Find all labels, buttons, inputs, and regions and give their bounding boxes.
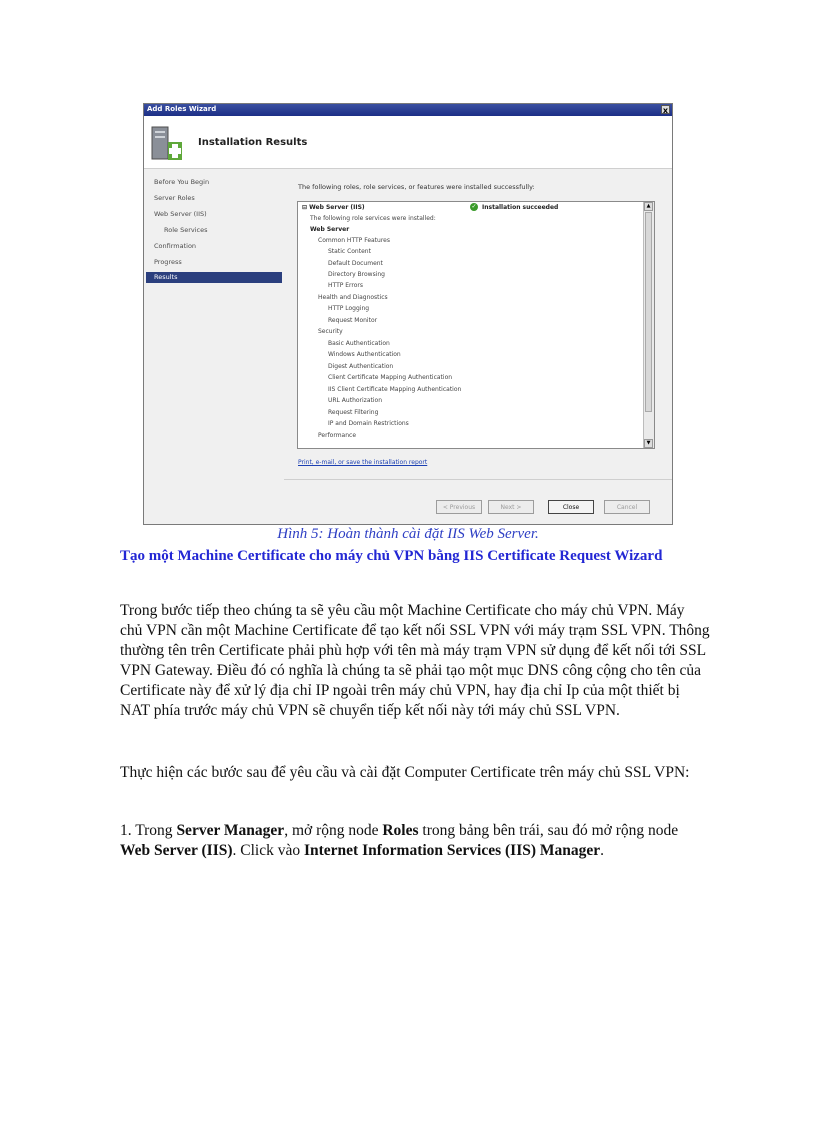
cancel-button[interactable]: Cancel bbox=[604, 500, 650, 514]
wizard-screenshot bbox=[143, 103, 673, 525]
result-role: ⊟ Web Server (IIS) bbox=[302, 204, 365, 211]
scroll-thumb[interactable] bbox=[645, 212, 652, 412]
wizard-main bbox=[284, 169, 672, 479]
nav-item-server-roles[interactable]: Server Roles bbox=[154, 194, 195, 202]
result-line: Request Filtering bbox=[328, 409, 379, 416]
next-button[interactable]: Next > bbox=[488, 500, 534, 514]
close-button[interactable]: Close bbox=[548, 500, 594, 514]
wizard-window-title: Add Roles Wizard bbox=[147, 105, 217, 113]
result-line: Security bbox=[318, 328, 343, 335]
result-line: URL Authorization bbox=[328, 397, 382, 404]
step-1: 1. Trong Server Manager, mở rộng node Roles trong bảng bên trái, sau đó mở rộng node Web Server (IIS). Click vào Internet Information Services (IIS) Manager. bbox=[120, 822, 679, 859]
result-line: Default Document bbox=[328, 260, 383, 267]
server-install-icon bbox=[150, 124, 184, 164]
nav-item-role-services[interactable]: Role Services bbox=[164, 226, 208, 234]
result-line: Client Certificate Mapping Authentication bbox=[328, 374, 453, 381]
report-link[interactable]: Print, e-mail, or save the installation report bbox=[298, 459, 428, 466]
result-line: Basic Authentication bbox=[328, 340, 390, 347]
result-status: Installation succeeded bbox=[482, 204, 559, 211]
result-line: Static Content bbox=[328, 248, 371, 255]
nav-item-progress[interactable]: Progress bbox=[154, 258, 182, 266]
scroll-down-icon[interactable]: ▼ bbox=[644, 439, 653, 448]
results-box bbox=[297, 201, 655, 449]
result-line: The following role services were installed: bbox=[310, 215, 436, 222]
section-heading: Tạo một Machine Certificate cho máy chủ VPN bằng IIS Certificate Request Wizard bbox=[120, 548, 663, 564]
result-line: Web Server bbox=[310, 226, 350, 233]
wizard-buttons bbox=[284, 479, 672, 525]
result-line: Performance bbox=[318, 432, 357, 439]
result-line: HTTP Logging bbox=[328, 305, 370, 312]
wizard-header bbox=[144, 116, 672, 169]
paragraph-2: Thực hiện các bước sau để yêu cầu và cài đặt Computer Certificate trên máy chủ SSL VPN: bbox=[120, 764, 690, 781]
nav-item-before-you-begin[interactable]: Before You Begin bbox=[154, 178, 210, 186]
results-scrollbar[interactable] bbox=[643, 202, 654, 448]
result-line: Request Monitor bbox=[328, 317, 378, 324]
nav-item-web-server[interactable]: Web Server (IIS) bbox=[154, 210, 207, 218]
paragraph-1: Trong bước tiếp theo chúng ta sẽ yêu cầu một Machine Certificate cho máy chủ VPN. Máy chủ VPN cần một Machine Certificate để tạo kết nối SSL VPN với máy trạm SSL VPN. Thông thường tên trên Certificate phải phù hợp với tên mà máy trạm VPN sử dụng để kết nối tới SSL VPN Gateway. Điều đó có nghĩa là chúng ta sẽ phải tạo một mục DNS công cộng cho tên của Certificate này để xử lý địa chỉ IP ngoài trên máy chủ VPN, hay địa chỉ Ip của một thiết bị NAT phía trước máy chủ VPN sẽ chuyển tiếp kết nối này tới máy chủ SSL VPN. bbox=[120, 602, 710, 719]
scroll-up-icon[interactable]: ▲ bbox=[644, 202, 653, 211]
result-line: Digest Authentication bbox=[328, 363, 394, 370]
wizard-nav bbox=[144, 169, 284, 525]
header-title: Installation Results bbox=[198, 137, 308, 148]
result-line: Directory Browsing bbox=[328, 271, 385, 278]
close-icon[interactable]: x bbox=[662, 106, 669, 115]
nav-item-results[interactable]: Results bbox=[146, 272, 282, 283]
result-line: Health and Diagnostics bbox=[318, 294, 388, 301]
result-line: Common HTTP Features bbox=[318, 237, 390, 244]
result-line: IP and Domain Restrictions bbox=[328, 420, 409, 427]
result-line: Windows Authentication bbox=[328, 351, 401, 358]
nav-item-confirmation[interactable]: Confirmation bbox=[154, 242, 197, 250]
result-line: HTTP Errors bbox=[328, 282, 364, 289]
previous-button[interactable]: < Previous bbox=[436, 500, 482, 514]
figure-caption: Hình 5: Hoàn thành cài đặt IIS Web Server. bbox=[277, 526, 539, 542]
wizard-titlebar bbox=[144, 104, 672, 116]
success-check-icon: ✓ bbox=[471, 203, 477, 210]
result-line: IIS Client Certificate Mapping Authentication bbox=[328, 386, 462, 393]
results-intro: The following roles, role services, or features were installed successfully: bbox=[298, 183, 535, 191]
